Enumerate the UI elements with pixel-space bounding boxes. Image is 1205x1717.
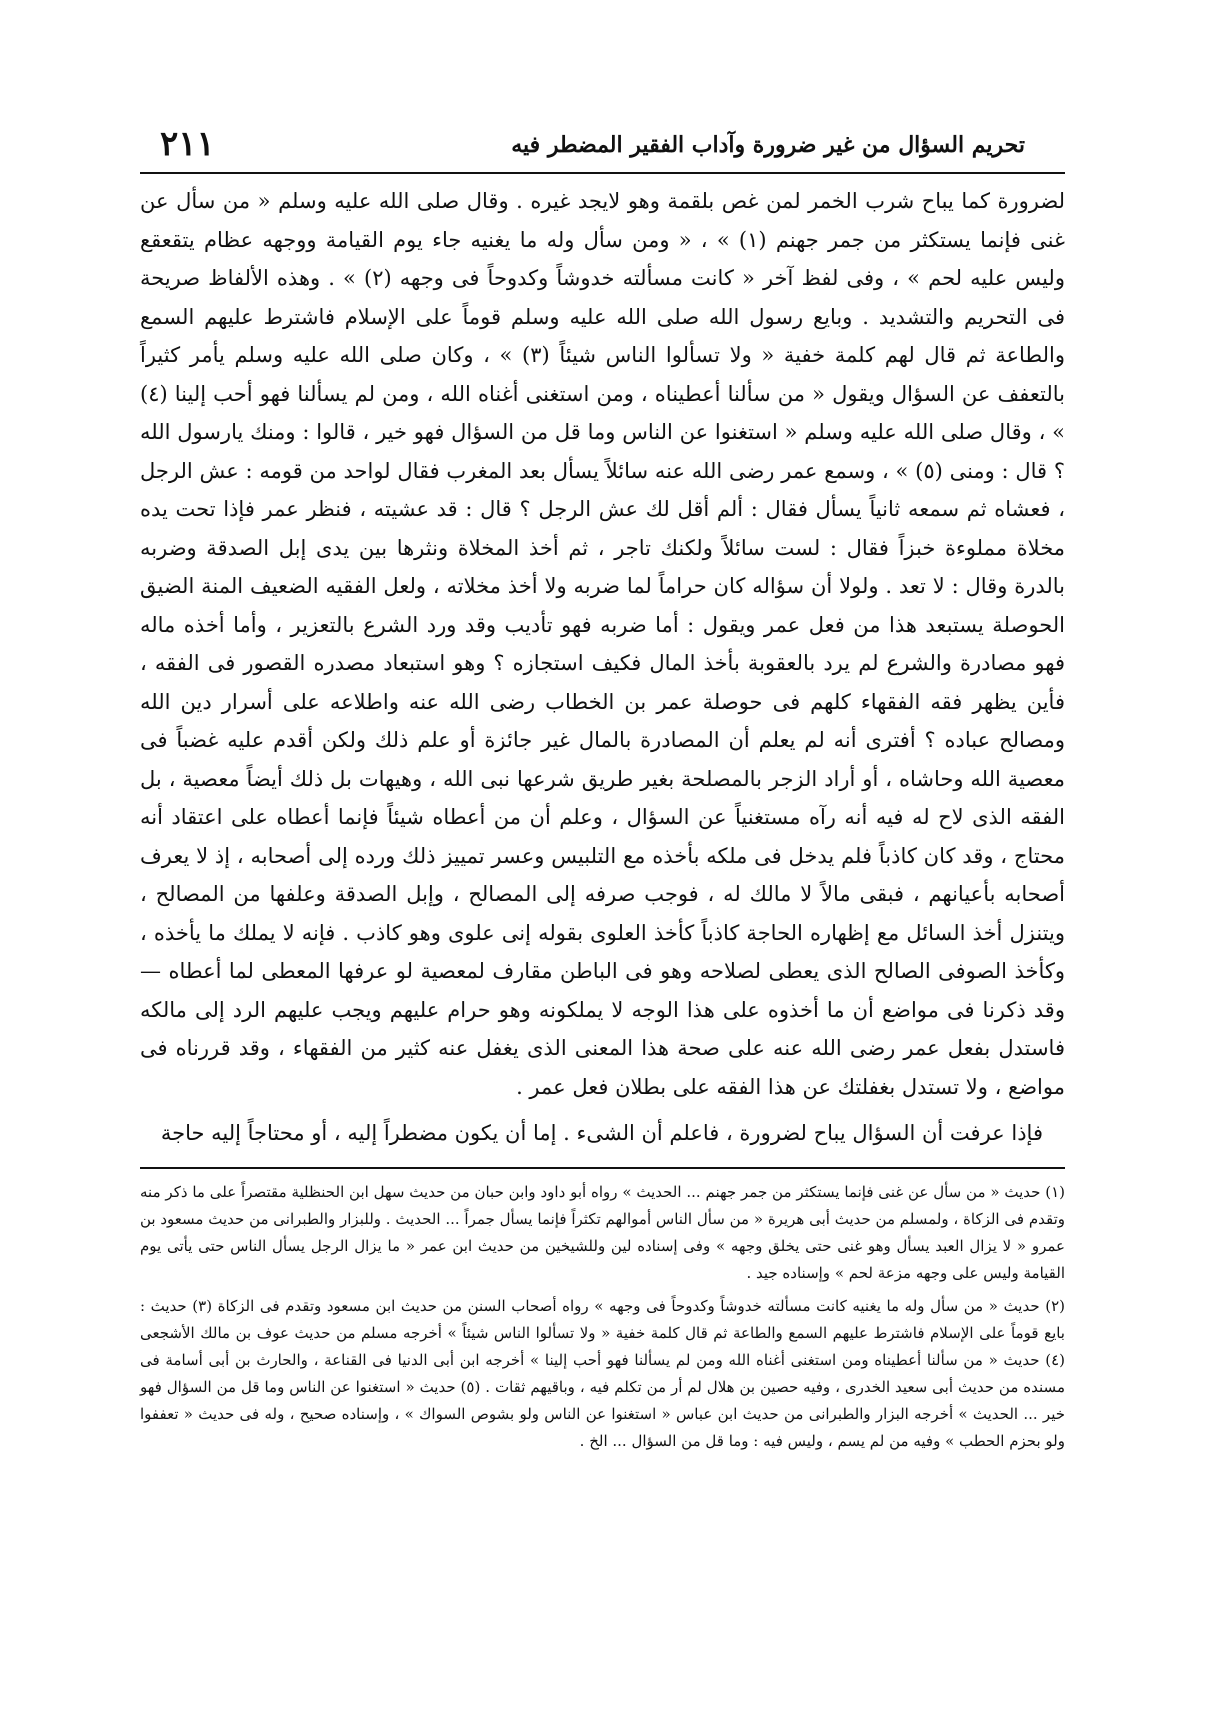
running-header bbox=[140, 118, 1065, 174]
running-title: تحريم السؤال من غير ضرورة وآداب الفقير المضطر فيه bbox=[511, 132, 1025, 158]
footnote: (٢) حديث « من سأل وله ما يغنيه كانت مسألته خدوشاً وكدوحاً فى وجهه » رواه أصحاب السنن من حديث ابن مسعود وتقدم فى الزكاة (٣) حديث : بايع قوماً على الإسلام فاشترط عليهم السمع والطاعة ثم قال كلمة خفية « ولا تسألوا الناس شيئاً » أخرجه مسلم من حديث عوف بن مالك الأشجعى (٤) حديث « من سألنا أعطيناه ومن استغنى أغناه الله ومن لم يسألنا فهو أحب إلينا » أخرجه ابن أبى الدنيا فى القناعة ، والحارث بن أبى أسامة فى مسنده من حديث أبى سعيد الخدرى ، وفيه حصين بن هلال لم أر من تكلم فيه ، وباقيهم ثقات . (٥) حديث « استغنوا عن الناس وما قل من السؤال فهو خير ... الحديث » أخرجه البزار والطبرانى من حديث ابن عباس « استغنوا عن الناس ولو بشوص السواك » ، وإسناده صحيح ، وله فى حديث « تعففوا ولو بحزم الحطب » وفيه من لم يسم ، وليس فيه : وما قل من السؤال ... الخ . bbox=[140, 1296, 1065, 1450]
footnote-divider bbox=[140, 1167, 1065, 1169]
main-text bbox=[140, 182, 1065, 1153]
page-number: ٢١١ bbox=[160, 124, 215, 164]
body-paragraph: لضرورة كما يباح شرب الخمر لمن غص بلقمة وهو لايجد غيره . وقال صلى الله عليه وسلم « من سأل عن غنى فإنما يستكثر من جمر جهنم (١) » ، « ومن سأل وله ما يغنيه جاء يوم القيامة ووجهه عظام يتقعقع وليس عليه لحم » ، وفى لفظ آخر « كانت مسألته خدوشاً وكدوحاً فى وجهه (٢) » . وهذه الألفاظ صريحة فى التحريم والتشديد . وبايع رسول الله صلى الله عليه وسلم قوماً على الإسلام فاشترط عليهم السمع والطاعة ثم قال لهم كلمة خفية « ولا تسألوا الناس شيئاً (٣) » ، وكان صلى الله عليه وسلم يأمر كثيراً بالتعفف عن السؤال ويقول « من سألنا أعطيناه ، ومن استغنى أغناه الله ، ومن لم يسألنا فهو أحب إلينا (٤) » ، وقال صلى الله عليه وسلم « استغنوا عن الناس وما قل من السؤال فهو خير ، قالوا : ومنك يارسول الله ؟ قال : ومنى (٥) » ، وسمع عمر رضى الله عنه سائلاً يسأل بعد المغرب فقال لواحد من قومه : عش الرجل ، فعشاه ثم سمعه ثانياً يسأل فقال : ألم أقل لك عش الرجل ؟ قال : قد عشيته ، فنظر عمر فإذا تحت يده مخلاة مملوءة خبزاً فقال : لست سائلاً ولكنك تاجر ، ثم أخذ المخلاة ونثرها بين يدى إبل الصدقة وضربه بالدرة وقال : لا تعد . ولولا أن سؤاله كان حراماً لما ضربه ولا أخذ مخلاته ، ولعل الفقيه الضعيف المنة الضيق الحوصلة يستبعد هذا من فعل عمر ويقول : أما ضربه فهو تأديب وقد ورد الشرع بالتعزير ، وأما أخذه ماله فهو مصادرة والشرع لم يرد بالعقوبة بأخذ المال فكيف استجازه ؟ وهو استبعاد مصدره القصور فى الفقه ، فأين يظهر فقه الفقهاء كلهم فى حوصلة عمر بن الخطاب رضى الله عنه واطلاعه على أسرار دين الله ومصالح عباده ؟ أفترى أنه لم يعلم أن المصادرة بالمال غير جائزة أو علم ذلك ولكن أقدم عليه غضباً فى معصية الله وحاشاه ، أو أراد الزجر بالمصلحة بغير طريق شرعها نبى الله ، وهيهات بل ذلك أيضاً معصية ، بل الفقه الذى لاح له فيه أنه رآه مستغنياً عن السؤال ، وعلم أن من أعطاه شيئاً فإنما أعطاه على اعتقاد أنه محتاج ، وقد كان كاذباً فلم يدخل فى ملكه بأخذه مع التلبيس وعسر تمييز ذلك ورده إلى أصحابه ، إذ لا يعرف أصحابه بأعيانهم ، فبقى مالاً لا مالك له ، فوجب صرفه إلى المصالح ، وإبل الصدقة وعلفها من المصالح ، ويتنزل أخذ السائل مع إظهاره الحاجة كاذباً كأخذ العلوى بقوله إنى علوى وهو كاذب . فإنه لا يملك ما يأخذه ، وكأخذ الصوفى الصالح الذى يعطى لصلاحه وهو فى الباطن مقارف لمعصية لو عرفها المعطى لما أعطاه — وقد ذكرنا فى مواضع أن ما أخذوه على هذا الوجه لا يملكونه وهو حرام عليهم ويجب عليهم الرد إلى مالكه فاستدل بفعل عمر رضى الله عنه على صحة هذا المعنى الذى يغفل عنه كثير من الفقهاء ، وقد قررناه فى مواضع ، ولا تستدل بغفلتك عن هذا الفقه على بطلان فعل عمر . bbox=[140, 189, 1066, 1099]
footnotes bbox=[140, 1179, 1065, 1455]
body-paragraph: فإذا عرفت أن السؤال يباح لضرورة ، فاعلم أن الشىء . إما أن يكون مضطراً إليه ، أو محتاجاً إليه حاجة bbox=[160, 1121, 1043, 1145]
book-page bbox=[140, 118, 1065, 1461]
footnote: (١) حديث « من سأل عن غنى فإنما يستكثر من جمر جهنم ... الحديث » رواه أبو داود وابن حبان من حديث سهل ابن الحنظلية مقتصراً على ما ذكر منه وتقدم فى الزكاة ، ولمسلم من حديث أبى هريرة « من سأل الناس أموالهم تكثراً فإنما يسأل جمراً ... الحديث . وللبزار والطبرانى من حديث مسعود بن عمرو « لا يزال العبد يسأل وهو غنى حتى يخلق وجهه » وفى إسناده لين وللشيخين من حديث ابن عمر « ما يزال الرجل يسأل الناس حتى يأتى يوم القيامة وليس على وجهه مزعة لحم » وإسناده جيد . bbox=[140, 1182, 1065, 1282]
